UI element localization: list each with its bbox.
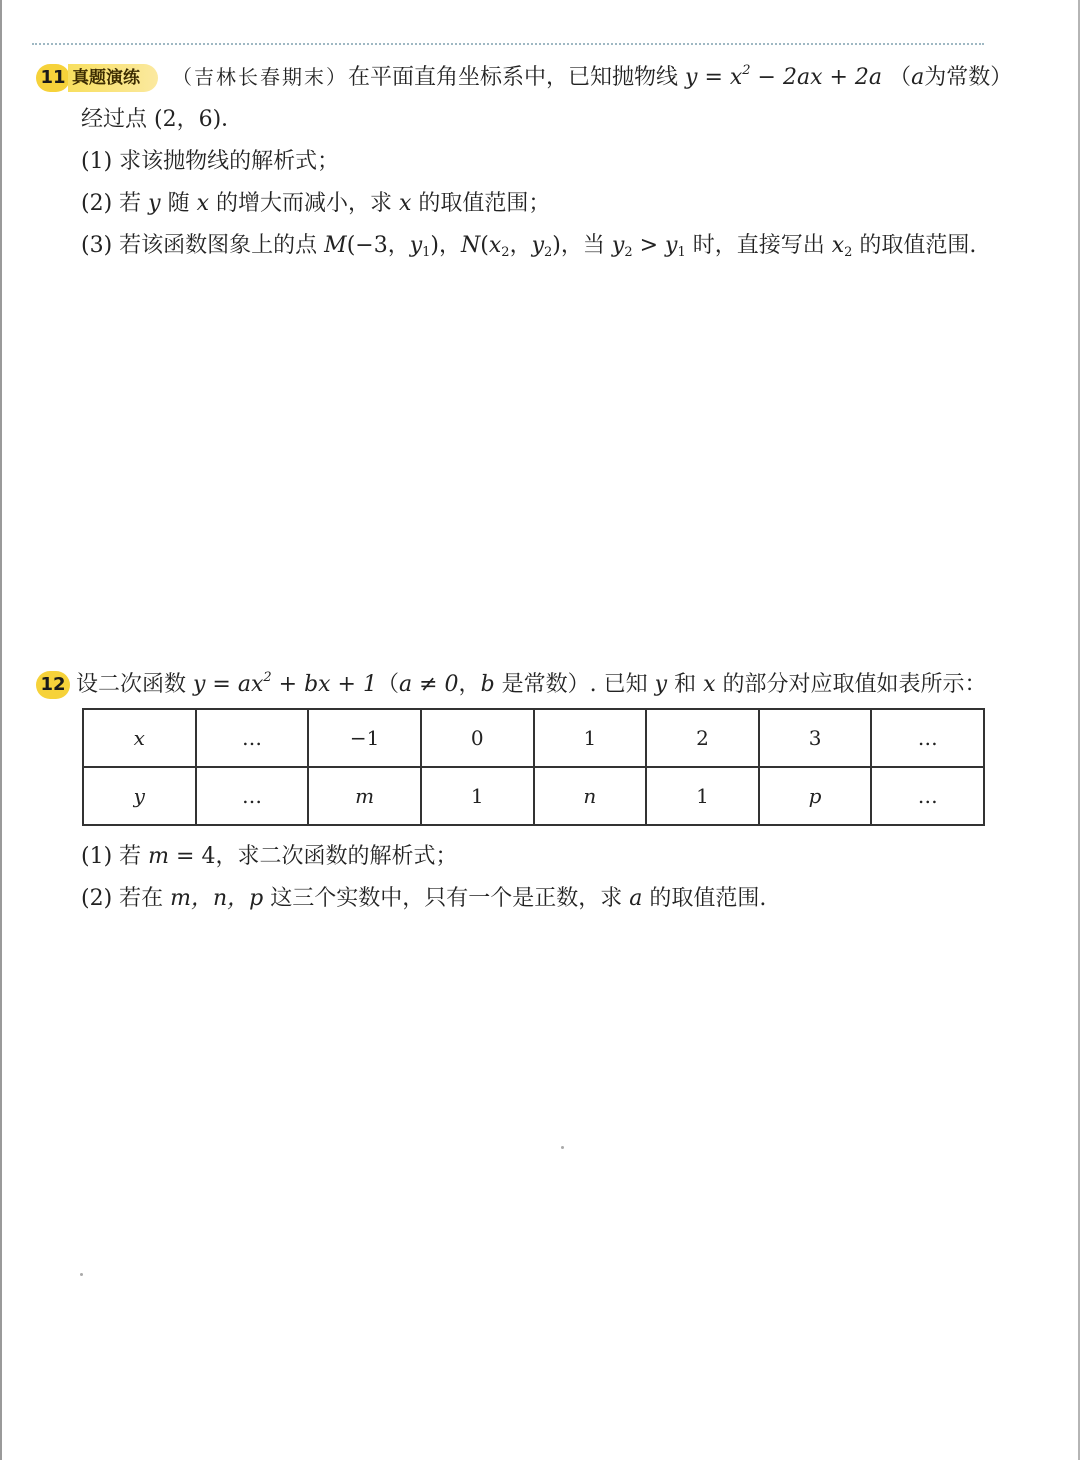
table-cell: x (83, 709, 196, 767)
table-cell: y (83, 767, 196, 825)
q12-equation: $y = ax^2$ + bx + 1 (193, 670, 377, 697)
table-cell: n (534, 767, 647, 825)
q12-number-badge: 12 (36, 671, 70, 699)
table-cell: p (759, 767, 872, 825)
q11-part-1: (1) 求该抛物线的解析式； (81, 149, 340, 174)
q11-stem: 在平面直角坐标系中，已知抛物线 (348, 65, 679, 90)
table-row-y (83, 767, 984, 825)
table-cell: … (196, 709, 309, 767)
q12-line-1: 12 设二次函数 $y = ax^2$ + bx + 1（a ≠ 0，b 是常数）. 已知 y 和 x 的部分对应取值如表所示： (36, 664, 996, 706)
q11-part-2: (2) 若 y 随 x 的增大而减小，求 x 的取值范围； (81, 191, 551, 216)
table-cell: 1 (421, 767, 534, 825)
value-table (82, 708, 985, 826)
q11-paren-var: a (911, 65, 925, 90)
q12-part-1: (1) 若 m = 4，求二次函数的解析式； (81, 844, 458, 869)
question-12-parts (36, 836, 996, 920)
scan-speck (561, 1146, 564, 1149)
scan-speck (80, 1273, 83, 1276)
table-cell: … (196, 767, 309, 825)
table-cell: −1 (308, 709, 421, 767)
q11-equation: $y = x^2 - 2ax + 2a$ (685, 63, 883, 90)
question-12 (36, 664, 996, 706)
q11-line-2: 经过点 (2，6)． (81, 107, 244, 132)
q11-line-1 (36, 56, 1013, 99)
dotted-divider (32, 43, 984, 45)
q12-condition-b: b (480, 672, 495, 697)
table-cell: … (871, 767, 984, 825)
q11-paren: （ (889, 65, 912, 90)
q12-part-2: (2) 若在 m，n，p 这三个实数中，只有一个是正数，求 a 的取值范围. (81, 886, 767, 911)
table-row-x (83, 709, 984, 767)
page-left-edge (0, 0, 2, 1460)
table-cell: m (308, 767, 421, 825)
table-cell: 1 (534, 709, 647, 767)
q11-part-3: (3) 若该函数图象上的点 M(−3，$y_1$)，$N(x_2$，$y_2$)，当 $y_2 > y_1$ 时，直接写出 $x_2$ 的取值范围. (81, 233, 977, 260)
q12-stem: 设二次函数 (76, 672, 193, 697)
q11-number-badge: 11 (36, 64, 70, 92)
question-11 (36, 56, 1013, 267)
q12-condition-a: a ≠ 0 (399, 672, 459, 697)
table-cell: 2 (646, 709, 759, 767)
q11-tag: 真题演练 (68, 64, 158, 92)
table-cell: 1 (646, 767, 759, 825)
q11-paren-text: 为常数） (924, 65, 1013, 90)
table-cell: 3 (759, 709, 872, 767)
q11-source: （吉林长春期末） (172, 65, 348, 89)
table-cell: 0 (421, 709, 534, 767)
table-cell: … (871, 709, 984, 767)
